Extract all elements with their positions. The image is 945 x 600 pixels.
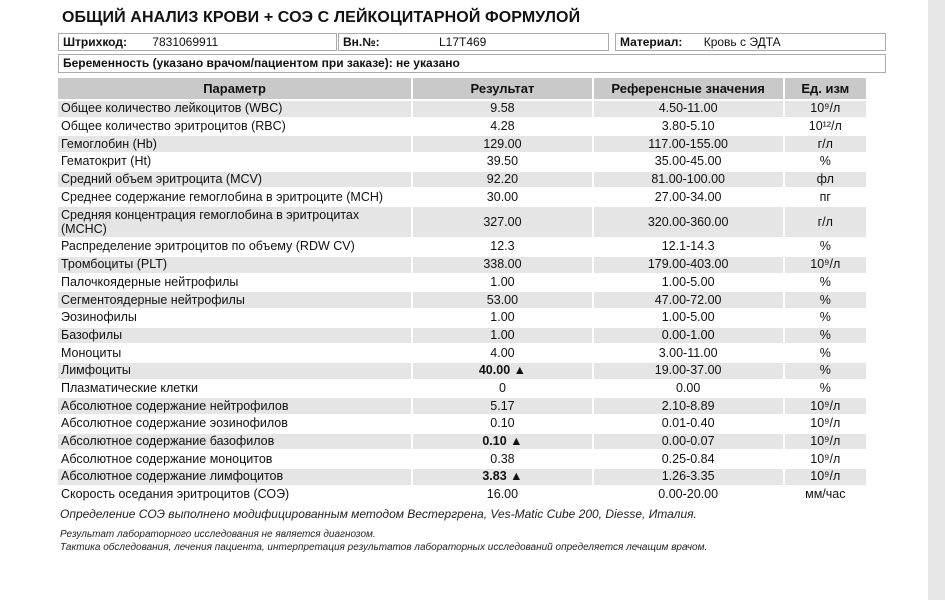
row-unit: %	[783, 154, 866, 170]
barcode-field	[58, 33, 337, 51]
row-reference: 19.00-37.00	[592, 363, 783, 379]
row-result: 4.28	[411, 119, 592, 135]
row-reference: 0.01-0.40	[592, 416, 783, 432]
row-reference: 3.80-5.10	[592, 119, 783, 135]
row-unit: %	[783, 310, 866, 326]
table-row	[58, 451, 866, 467]
row-reference: 179.00-403.00	[592, 257, 783, 273]
row-result: 39.50	[411, 154, 592, 170]
row-reference: 0.00-20.00	[592, 487, 783, 503]
row-unit: 10⁹/л	[783, 434, 866, 450]
row-unit: г/л	[783, 136, 866, 152]
row-result: 129.00	[411, 136, 592, 152]
pregnancy-note: Беременность (указано врачом/пациентом при заказе): не указано	[58, 54, 886, 73]
ext-number-value: L17T469	[438, 35, 487, 49]
row-result: 0	[411, 381, 592, 397]
row-unit: 10⁹/л	[783, 398, 866, 414]
table-row	[58, 328, 866, 344]
row-parameter: Моноциты	[58, 345, 411, 361]
row-result: 1.00	[411, 275, 592, 291]
viewer-edge	[928, 0, 945, 600]
row-result: 40.00 ▲	[411, 363, 592, 379]
row-reference: 117.00-155.00	[592, 136, 783, 152]
row-parameter: Палочкоядерные нейтрофилы	[58, 275, 411, 291]
row-parameter: Средняя концентрация гемоглобина в эритроцитах (MCHC)	[58, 207, 411, 237]
col-parameter: Параметр	[58, 78, 411, 99]
row-parameter: Общее количество эритроцитов (RBC)	[58, 119, 411, 135]
ext-number-label: Вн.№:	[343, 35, 380, 49]
barcode-label: Штрихкод:	[63, 35, 127, 49]
row-result: 1.00	[411, 310, 592, 326]
row-result: 92.20	[411, 172, 592, 188]
row-unit: мм/час	[783, 487, 866, 503]
row-result: 30.00	[411, 189, 592, 205]
results-table	[58, 76, 866, 504]
row-result: 5.17	[411, 398, 592, 414]
table-row	[58, 345, 866, 361]
row-reference: 12.1-14.3	[592, 239, 783, 255]
table-row	[58, 275, 866, 291]
table-row	[58, 239, 866, 255]
row-reference: 35.00-45.00	[592, 154, 783, 170]
row-result: 3.83 ▲	[411, 469, 592, 485]
row-result: 338.00	[411, 257, 592, 273]
table-row	[58, 310, 866, 326]
method-note: Определение СОЭ выполнено модифицированным методом Вестергрена, Ves-Matic Cube 200, Diesse, Италия.	[60, 507, 697, 521]
row-unit: 10⁹/л	[783, 101, 866, 117]
row-reference: 1.00-5.00	[592, 275, 783, 291]
table-row	[58, 189, 866, 205]
row-result: 0.10 ▲	[411, 434, 592, 450]
row-reference: 1.00-5.00	[592, 310, 783, 326]
table-row	[58, 119, 866, 135]
row-result: 1.00	[411, 328, 592, 344]
row-unit: фл	[783, 172, 866, 188]
table-row	[58, 469, 866, 485]
row-reference: 320.00-360.00	[592, 207, 783, 237]
row-reference: 3.00-11.00	[592, 345, 783, 361]
row-parameter: Сегментоядерные нейтрофилы	[58, 292, 411, 308]
row-result: 9.58	[411, 101, 592, 117]
row-result: 53.00	[411, 292, 592, 308]
row-unit: %	[783, 345, 866, 361]
disclaimer-tactics: Тактика обследования, лечения пациента, интерпретация результатов лабораторных исследований определяется лечащим врачом.	[60, 542, 708, 553]
row-reference: 81.00-100.00	[592, 172, 783, 188]
row-reference: 0.00	[592, 381, 783, 397]
table-row	[58, 101, 866, 117]
row-parameter: Абсолютное содержание лимфоцитов	[58, 469, 411, 485]
row-unit: %	[783, 381, 866, 397]
row-unit: %	[783, 292, 866, 308]
row-parameter: Плазматические клетки	[58, 381, 411, 397]
row-result: 12.3	[411, 239, 592, 255]
row-result: 4.00	[411, 345, 592, 361]
row-unit: г/л	[783, 207, 866, 237]
row-result: 0.38	[411, 451, 592, 467]
row-result: 0.10	[411, 416, 592, 432]
table-row	[58, 292, 866, 308]
row-parameter: Средний объем эритроцита (MCV)	[58, 172, 411, 188]
row-unit: %	[783, 275, 866, 291]
row-reference: 0.25-0.84	[592, 451, 783, 467]
table-row	[58, 154, 866, 170]
row-parameter: Общее количество лейкоцитов (WBC)	[58, 101, 411, 117]
row-reference: 0.00-0.07	[592, 434, 783, 450]
material-field	[615, 33, 886, 51]
row-unit: пг	[783, 189, 866, 205]
row-unit: %	[783, 328, 866, 344]
report-title: ОБЩИЙ АНАЛИЗ КРОВИ + СОЭ С ЛЕЙКОЦИТАРНОЙ ФОРМУЛОЙ	[62, 9, 581, 26]
row-parameter: Абсолютное содержание базофилов	[58, 434, 411, 450]
ext-number-field	[338, 33, 609, 51]
row-unit: 10⁹/л	[783, 469, 866, 485]
disclaimer-diagnosis: Результат лабораторного исследования не является диагнозом.	[60, 529, 376, 540]
table-row	[58, 172, 866, 188]
row-reference: 27.00-34.00	[592, 189, 783, 205]
row-unit: 10⁹/л	[783, 257, 866, 273]
material-label: Материал:	[620, 35, 683, 49]
table-row	[58, 381, 866, 397]
table-row	[58, 416, 866, 432]
material-value: Кровь с ЭДТА	[703, 35, 781, 49]
row-parameter: Гематокрит (Ht)	[58, 154, 411, 170]
col-unit: Ед. изм	[783, 78, 866, 99]
row-reference: 47.00-72.00	[592, 292, 783, 308]
row-unit: %	[783, 239, 866, 255]
row-parameter: Абсолютное содержание нейтрофилов	[58, 398, 411, 414]
row-parameter: Тромбоциты (PLT)	[58, 257, 411, 273]
row-parameter: Распределение эритроцитов по объему (RDW CV)	[58, 239, 411, 255]
col-result: Результат	[411, 78, 592, 99]
row-reference: 1.26-3.35	[592, 469, 783, 485]
row-parameter: Среднее содержание гемоглобина в эритроците (MCH)	[58, 189, 411, 205]
row-parameter: Абсолютное содержание моноцитов	[58, 451, 411, 467]
row-parameter: Лимфоциты	[58, 363, 411, 379]
row-unit: 10⁹/л	[783, 451, 866, 467]
table-row	[58, 398, 866, 414]
table-row	[58, 257, 866, 273]
table-row	[58, 434, 866, 450]
row-parameter: Эозинофилы	[58, 310, 411, 326]
barcode-value: 7831069911	[152, 35, 219, 49]
table-row	[58, 363, 866, 379]
row-unit: %	[783, 363, 866, 379]
table-row	[58, 207, 866, 237]
row-result: 327.00	[411, 207, 592, 237]
info-bar	[58, 33, 886, 52]
row-parameter: Абсолютное содержание эозинофилов	[58, 416, 411, 432]
row-unit: 10⁹/л	[783, 416, 866, 432]
row-parameter: Гемоглобин (Hb)	[58, 136, 411, 152]
row-unit: 10¹²/л	[783, 119, 866, 135]
table-row	[58, 487, 866, 503]
col-reference: Референсные значения	[592, 78, 783, 99]
row-parameter: Базофилы	[58, 328, 411, 344]
row-reference: 4.50-11.00	[592, 101, 783, 117]
table-row	[58, 136, 866, 152]
row-parameter: Скорость оседания эритроцитов (СОЭ)	[58, 487, 411, 503]
row-reference: 0.00-1.00	[592, 328, 783, 344]
row-result: 16.00	[411, 487, 592, 503]
table-header	[58, 78, 866, 99]
row-reference: 2.10-8.89	[592, 398, 783, 414]
